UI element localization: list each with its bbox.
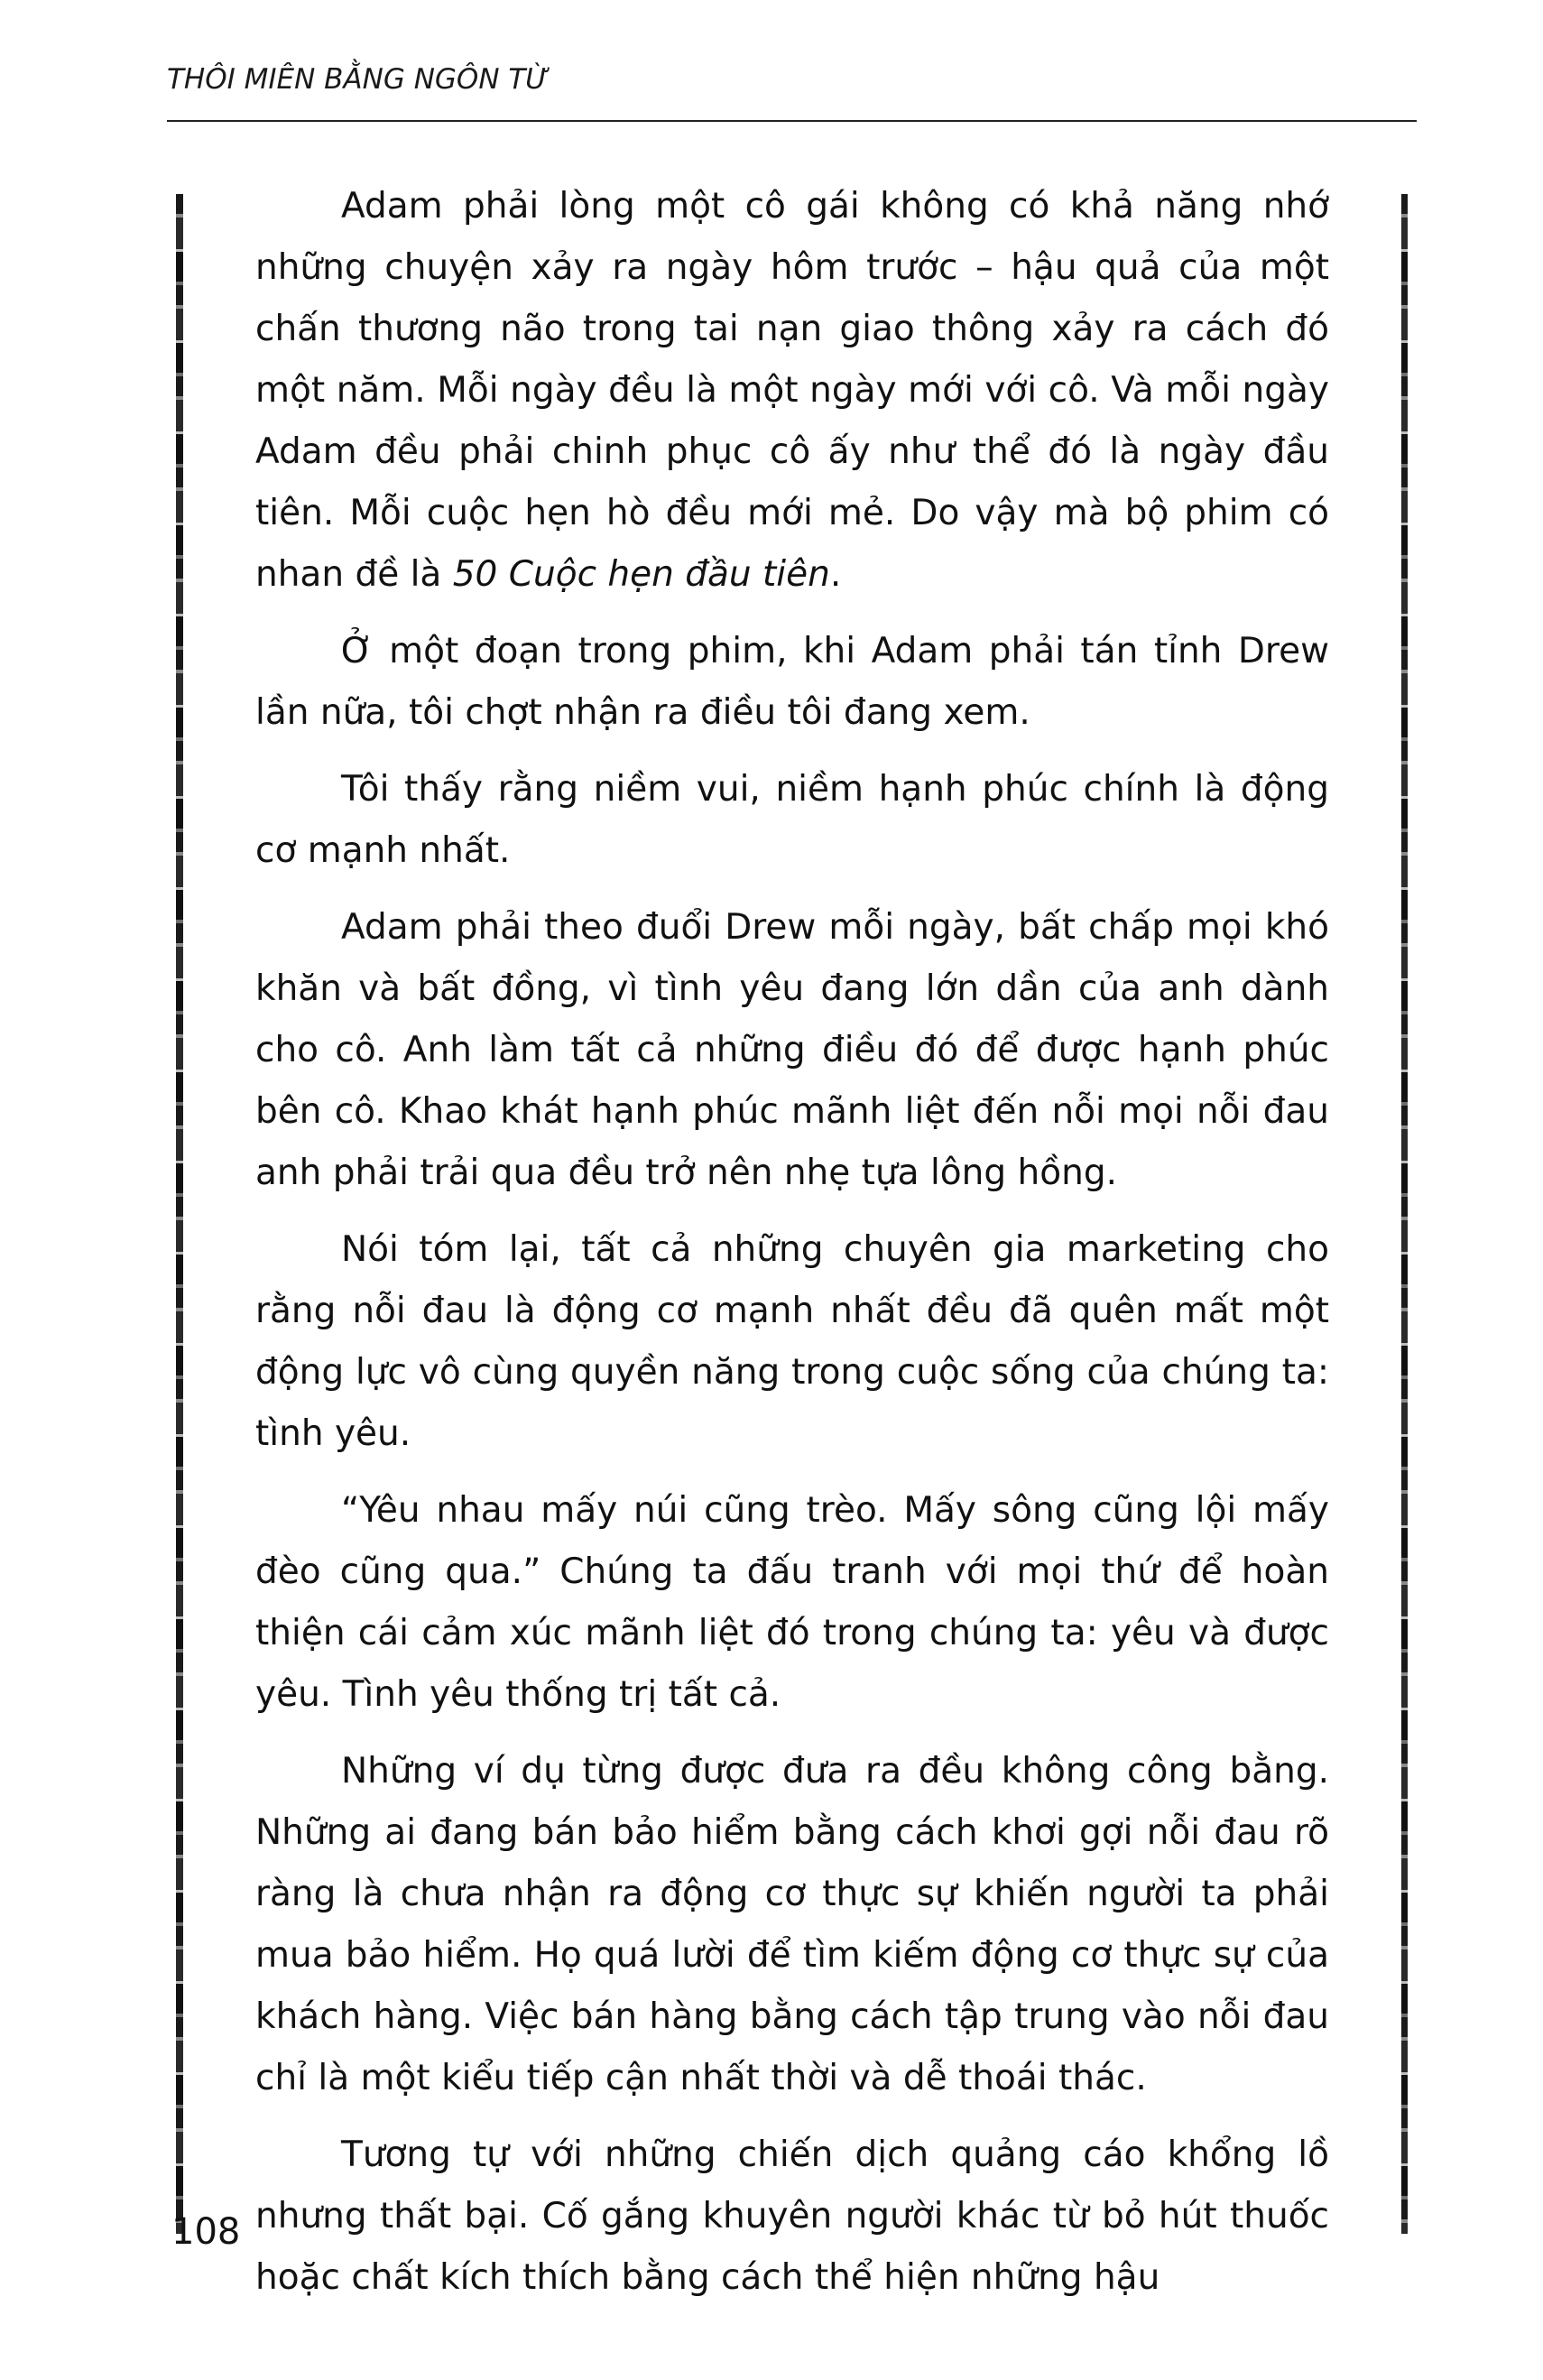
paragraph-text: Adam phải lòng một cô gái không có khả năng nhớ những chuyện xảy ra ngày hôm trước – hậu quả của một chấn thương não trong tai nạn giao thông xảy ra cách đó một năm. Mỗi ngày đều là một ngày mới với cô. Và mỗi ngày Adam đều phải chinh phục cô ấy như thể đó là ngày đầu tiên. Mỗi cuộc hẹn hò đều mới mẻ. Do vậy mà bộ phim có nhan đề là bbox=[255, 186, 1329, 595]
film-title: 50 Cuộc hẹn đầu tiên bbox=[452, 554, 830, 595]
paragraph: Tôi thấy rằng niềm vui, niềm hạnh phúc chính là động cơ mạnh nhất. bbox=[255, 769, 1329, 871]
scan-edge-left bbox=[176, 194, 183, 2234]
paragraph: Nói tóm lại, tất cả những chuyên gia marketing cho rằng nỗi đau là động cơ mạnh nhất đều đã quên mất một động lực vô cùng quyền năng trong cuộc sống của chúng ta: tình yêu. bbox=[255, 1229, 1329, 1454]
paragraph: Adam phải theo đuổi Drew mỗi ngày, bất chấp mọi khó khăn và bất đồng, vì tình yêu đang lớn dần của anh dành cho cô. Anh làm tất cả những điều đó để được hạnh phúc bên cô. Khao khát hạnh phúc mãnh liệt đến nỗi mọi nỗi đau anh phải trải qua đều trở nên nhẹ tựa lông hồng. bbox=[255, 907, 1329, 1193]
body-text bbox=[255, 176, 1329, 2309]
paragraph: “Yêu nhau mấy núi cũng trèo. Mấy sông cũng lội mấy đèo cũng qua.” Chúng ta đấu tranh với mọi thứ để hoàn thiện cái cảm xúc mãnh liệt đó trong chúng ta: yêu và được yêu. Tình yêu thống trị tất cả. bbox=[255, 1490, 1329, 1715]
paragraph-text: . bbox=[829, 554, 842, 595]
page-number: 108 bbox=[171, 2211, 241, 2253]
paragraph: Ở một đoạn trong phim, khi Adam phải tán tỉnh Drew lần nữa, tôi chợt nhận ra điều tôi đang xem. bbox=[255, 631, 1329, 733]
running-header: THÔI MIÊN BẰNG NGÔN TỪ bbox=[167, 63, 550, 96]
scan-edge-right bbox=[1401, 194, 1408, 2234]
header-rule bbox=[167, 120, 1417, 122]
paragraph: Tương tự với những chiến dịch quảng cáo khổng lồ nhưng thất bại. Cố gắng khuyên người khác từ bỏ hút thuốc hoặc chất kích thích bằng cách thể hiện những hậu bbox=[255, 2135, 1329, 2298]
paragraph bbox=[255, 176, 1329, 606]
paragraph: Những ví dụ từng được đưa ra đều không công bằng. Những ai đang bán bảo hiểm bằng cách khơi gợi nỗi đau rõ ràng là chưa nhận ra động cơ thực sự khiến người ta phải mua bảo hiểm. Họ quá lười để tìm kiếm động cơ thực sự của khách hàng. Việc bán hàng bằng cách tập trung vào nỗi đau chỉ là một kiểu tiếp cận nhất thời và dễ thoái thác. bbox=[255, 1751, 1329, 2098]
